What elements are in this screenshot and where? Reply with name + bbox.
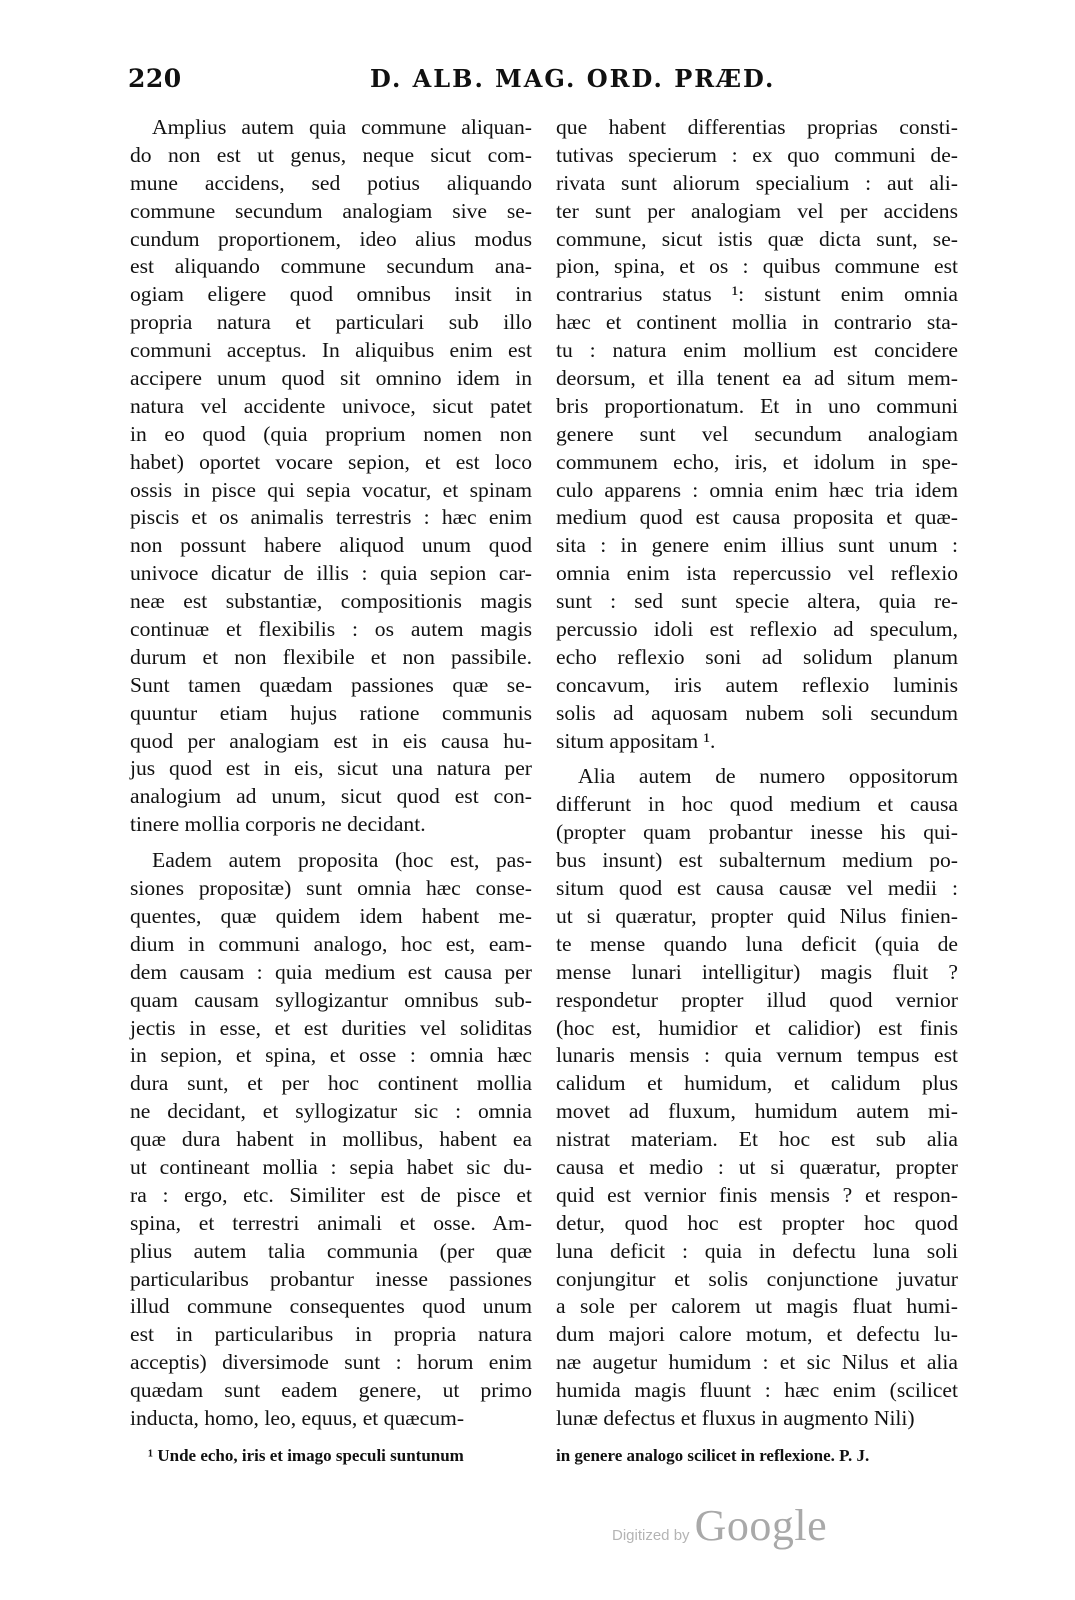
- text-line: ut si quæratur, propter quid Nilus finien-: [556, 903, 958, 928]
- text-line: luna deficit : quia in defectu luna soli: [556, 1238, 958, 1263]
- text-line: Amplius autem quia commune aliquan-: [152, 115, 532, 139]
- running-head: D. ALB. MAG. ORD. PRÆD.: [370, 64, 776, 93]
- text-line: situm quod est causa causæ vel medii :: [556, 876, 958, 901]
- text-line: quod per analogiam est in eis causa hu-: [130, 728, 532, 753]
- text-line: analogium ad unum, sicut quod est con-: [130, 784, 532, 809]
- text-line: solis ad aquosam nubem soli secundum: [556, 700, 958, 725]
- text-line: do non est ut genus, neque sicut com-: [130, 142, 532, 167]
- text-line: humida magis fluunt : hæc enim (scilicet: [556, 1378, 958, 1403]
- text-line: tinere mollia corporis ne decidant.: [130, 812, 426, 837]
- text-line: causa et medio : ut si quæratur, propter: [556, 1154, 958, 1179]
- text-line: tu : natura enim mollium est concidere: [556, 338, 958, 363]
- text-line: quentes, quæ quidem idem habent me-: [130, 903, 532, 928]
- text-line: sunt : sed sunt specie altera, quia re-: [556, 589, 958, 614]
- text-line: communi acceptus. In aliquibus enim est: [130, 338, 532, 363]
- text-line: dem causam : quia medium est causa per: [130, 959, 532, 984]
- text-line: jus quod est in eis, sicut una natura per: [130, 756, 532, 781]
- text-line: Sunt tamen quædam passiones quæ se-: [130, 672, 532, 697]
- page-number: 220: [128, 64, 182, 93]
- text-line: in sepion, et spina, et osse : omnia hæc: [130, 1043, 532, 1068]
- text-line: concavum, iris autem reflexio luminis: [556, 672, 958, 697]
- text-line: percussio idoli est reflexio ad speculum,: [556, 617, 958, 642]
- text-line: commune, sicut istis quæ dicta sunt, se-: [556, 226, 958, 251]
- text-line: Eadem autem proposita (hoc est, pas-: [152, 848, 532, 873]
- text-line: particularibus probantur inesse passiones: [130, 1266, 532, 1291]
- text-line: in eo quod (quia proprium nomen non: [130, 421, 532, 446]
- text-line: inducta, homo, leo, equus, et quæcum-: [130, 1405, 465, 1430]
- text-line: lunaris mensis : quia vernum tempus est: [556, 1043, 958, 1068]
- text-line: Alia autem de numero oppositorum: [578, 764, 958, 789]
- text-line: ogiam eligere quod omnibus insit in: [130, 282, 532, 307]
- text-line: sita : in genere enim illius sunt unum :: [556, 533, 958, 558]
- text-line: quædam sunt eadem genere, ut primo: [130, 1378, 532, 1403]
- text-line: natura vel accidente univoce, sicut patet: [130, 393, 532, 418]
- text-line: quæ dura habent in mollibus, habent ea: [130, 1127, 532, 1152]
- text-line: illud commune consequentes quod unum: [130, 1294, 532, 1319]
- text-line: omnia enim ista repercussio vel reflexio: [556, 561, 958, 586]
- text-line: est in particularibus in propria natura: [130, 1322, 532, 1347]
- text-line: quid est vernior finis mensis ? et respon-: [556, 1182, 958, 1207]
- text-line: est aliquando commune secundum ana-: [130, 254, 532, 279]
- google-logo: Google: [694, 1501, 828, 1550]
- text-line: hæc et continent mollia in contrario sta-: [556, 310, 958, 335]
- text-line: dura sunt, et per hoc continent mollia: [130, 1071, 532, 1096]
- text-line: ossis in pisce qui sepia vocatur, et spinam: [130, 477, 532, 502]
- text-line: durum et non flexibile et non passibile.: [130, 644, 532, 669]
- text-line: mune accidens, sed potius aliquando: [130, 170, 532, 195]
- watermark-prefix: Digitized by: [612, 1527, 690, 1544]
- text-line: ut contineant mollia : sepia habet sic du-: [130, 1154, 532, 1179]
- text-line: mense lunari intelligitur) magis fluit ?: [556, 959, 958, 984]
- text-line: lunæ defectus et fluxus in augmento Nili): [556, 1405, 915, 1430]
- text-line: dum majori calore motum, et defectu lu-: [556, 1322, 958, 1347]
- text-line: differunt in hoc quod medium et causa: [556, 792, 958, 817]
- text-line: medium quod est causa proposita et quæ-: [556, 505, 958, 530]
- text-line: te mense quando luna deficit (quia de: [556, 931, 958, 956]
- text-line: (propter quam probantur inesse his qui-: [556, 820, 958, 845]
- text-line: a sole per calorem ut magis fluat humi-: [556, 1294, 958, 1319]
- text-line: movet ad fluxum, humidum autem mi-: [556, 1099, 958, 1124]
- digitized-watermark: [612, 1500, 827, 1551]
- text-line: non possunt habere aliquod unum quod: [130, 533, 532, 558]
- text-line: tutivas specierum : ex quo communi de-: [556, 142, 958, 167]
- text-line: detur, quod hoc est propter hoc quod: [556, 1210, 958, 1235]
- footnote-left: ¹ Unde echo, iris et imago speculi suntunum: [148, 1446, 464, 1465]
- text-line: contrarius status ¹: sistunt enim omnia: [556, 282, 958, 307]
- right-text-column: [556, 114, 958, 1433]
- text-line: habet) oportet vocare sepion, et est loco: [130, 449, 532, 474]
- text-line: culo apparens : omnia enim hæc tria idem: [556, 477, 958, 502]
- text-line: conjungitur et solis conjunctione juvatur: [556, 1266, 958, 1291]
- text-line: genere sunt vel secundum analogiam: [556, 421, 958, 446]
- text-line: calidum et humidum, et calidum plus: [556, 1071, 958, 1096]
- text-line: respondetur propter illud quod vernior: [556, 987, 958, 1012]
- text-line: quam causam syllogizantur omnibus sub-: [130, 987, 532, 1012]
- text-line: næ augetur humidum : et sic Nilus et alia: [556, 1350, 958, 1375]
- text-line: pion, spina, et os : quibus commune est: [556, 254, 958, 279]
- text-line: propria natura et particulari sub illo: [130, 310, 532, 335]
- text-line: spina, et terrestri animali et osse. Am-: [130, 1210, 532, 1235]
- text-line: piscis et os animalis terrestris : hæc enim: [130, 505, 532, 530]
- text-line: ter sunt per analogiam vel per accidens: [556, 198, 958, 223]
- text-line: accipere unum quod sit omnino idem in: [130, 366, 532, 391]
- text-line: nistrat materiam. Et hoc est sub alia: [556, 1127, 958, 1152]
- footnote-right: in genere analogo scilicet in reflexione. P. J.: [556, 1446, 870, 1465]
- text-line: rivata sunt aliorum specialium : aut ali-: [556, 170, 958, 195]
- text-line: plius autem talia communia (per quæ: [130, 1238, 532, 1263]
- text-line: echo reflexio soni ad solidum planum: [556, 644, 958, 669]
- text-line: cundum proportionem, ideo alius modus: [130, 226, 532, 251]
- text-line: commune secundum analogiam sive se-: [130, 198, 532, 223]
- text-line: que habent differentias proprias consti-: [556, 115, 958, 139]
- text-line: dium in communi analogo, hoc est, eam-: [130, 931, 532, 956]
- text-line: acceptis) diversimode sunt : horum enim: [130, 1350, 532, 1375]
- left-text-column: [130, 114, 532, 1433]
- text-line: deorsum, et illa tenent ea ad situm mem-: [556, 366, 958, 391]
- text-line: situm appositam ¹.: [556, 728, 716, 753]
- text-line: univoce dicatur de illis : quia sepion car-: [130, 561, 532, 586]
- text-line: ra : ergo, etc. Similiter est de pisce et: [130, 1182, 532, 1207]
- text-line: bris proportionatum. Et in uno communi: [556, 393, 958, 418]
- text-line: continuæ et flexibilis : os autem magis: [130, 617, 532, 642]
- text-line: siones propositæ) sunt omnia hæc conse-: [130, 876, 532, 901]
- text-line: neæ est substantiæ, compositionis magis: [130, 589, 532, 614]
- text-line: jectis in esse, et est durities vel soliditas: [130, 1015, 532, 1040]
- text-line: bus insunt) est subalternum medium po-: [556, 848, 958, 873]
- text-line: (hoc est, humidior et calidior) est finis: [556, 1015, 958, 1040]
- text-line: quuntur etiam hujus ratione communis: [130, 700, 532, 725]
- text-line: ne decidant, et syllogizatur sic : omnia: [130, 1099, 532, 1124]
- text-line: communem echo, iris, et idolum in spe-: [556, 449, 958, 474]
